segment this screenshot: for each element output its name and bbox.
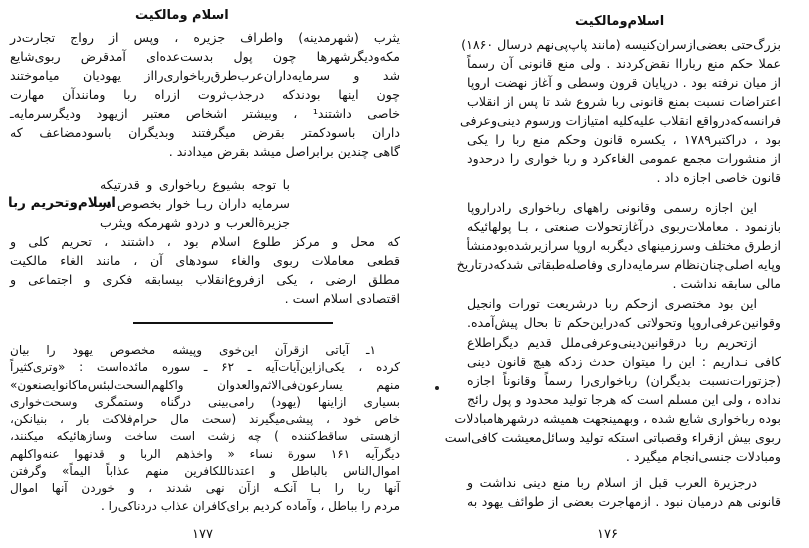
text-line: ازهستی ساقط‌کننده ) چه زشت است ساخت وسازهائیکه میکنند، (10, 429, 400, 444)
text-line: شد و سرمایه‌داران‌عرب‌طرق‌رباخواری‌رااز یهودیان میاموختند (10, 68, 400, 83)
text-line: وپایه اصلی‌چنان‌نظام سرمایه‌داری وفاصله‌طبقاتی شدکه‌درتاریخ (456, 257, 781, 272)
paragraph (10, 232, 400, 308)
paragraph (467, 294, 781, 332)
text-line: درجزیرة العرب قبل از اسلام ربا منع دینی نداشت و (467, 475, 757, 490)
text-line: یثرب (شهرمدینه) واطراف جزیره ، وپس از رواج تجارت‌در (10, 30, 400, 45)
section-heading: اسلام‌وتحریم ربا (8, 195, 116, 211)
text-line: مالی سابقه نداشت . (672, 276, 781, 291)
scan-speck (435, 386, 439, 390)
text-line: بزرگ‌حتی بعضی‌ازسران‌کنیسه (مانند پاپ‌پی‌نهم درسال ۱۸۶۰) (461, 37, 781, 52)
paragraph (467, 473, 781, 511)
text-line: عملا حکم منع رباراا نقض‌کردند . ولی منع قانونی آن رسماً (467, 56, 781, 71)
text-line: از منشورات مجمع عمومی الغاءکرد و ربا خواری را درحدود (467, 151, 781, 166)
text-line: ومبادلات جنسی‌انجام میگیرد . (625, 449, 781, 464)
text-line: گاهی چندین برابراصل میشد بقرض میدادند . (168, 144, 400, 159)
text-line: نداده ، ولی این مسلم است که هرجا تولید محدود و پول رائج (467, 392, 781, 407)
text-line: وقوانین‌عرفی‌اروپا وتحولاتی که‌دراین‌حکم تا بحال پیش‌آمده. (467, 315, 781, 330)
page-number: ۱۷۷ (192, 527, 213, 542)
text-line: اموال‌الناس بالباطل و اعتدنا‌للکافرین منهم عذاباً الیماً» وگرفتن (10, 464, 400, 479)
page-number: ۱۷۶ (597, 527, 618, 542)
text-line: که محل و مرکز طلوع اسلام بود ، داشتند ، تحریم کلی و (10, 234, 400, 249)
text-line: این اجازه رسمی وقانونی راههای رباخواری رادراروپا (467, 200, 757, 215)
text-line: این بود مختصری ازحکم ربا درشریعت تورات وانجیل (467, 296, 757, 311)
text-line: آنها ربا را بـا آنکـه ازآن نهی شدند ، و خوردن آنها اموال (10, 481, 400, 496)
text-line: قانون خاصی اجازه داد . (656, 170, 781, 185)
text-line: چون اینها بودندکه درجذب‌ثروت ازراه ربا ومانندآن مهارت (10, 87, 400, 102)
footnote-divider (133, 322, 333, 324)
text-line: ۱ـ آیاتی ازقرآن این‌خوی وپیشه مخصوص یهود را بیان (10, 343, 376, 357)
text-line: جزیرةالعرب و دردو شهرمکه ویثرب (100, 215, 290, 230)
text-line: سرمایه داران ربـا خوار بخصوص در (100, 196, 290, 211)
text-line: کرده ، یکی‌ازاین‌آیات‌آیه ـ ۶۲ ـ سوره مائده‌است : «وتری‌کثیراً (10, 360, 400, 375)
text-line: خاصی داشتند¹ ، وبیشتر اشخاص معتبر ازیهود ودیگرسرمایه‌ـ (10, 106, 401, 121)
text-line: قطعی معاملات ربوی والغاء سودهای آن ، مانند الغاء مالکیت (10, 253, 400, 268)
paragraph (444, 333, 781, 466)
text-line: فرانسه‌که‌درواقع انقلاب علیه‌کلیه امتیازات ورسوم دینی‌وعرفی (459, 113, 781, 128)
text-line: خاص خود ، پیشی‌میگیرند (سحت مال حرام‌فلاکت بار ، بنیانکن، (10, 412, 400, 427)
text-line: داران باسودکمتر بقرض میگرفتند وبدیگران باسودمضاعف که (10, 125, 400, 140)
text-line: از میان نرفته بود . درپایان قرون وسطی و آغاز نهضت اروپا (467, 75, 781, 90)
text-line: قانونی هم درمیان نبود . ازمهاجرت بعضی از طوائف یهود به (467, 494, 781, 509)
page-title: اسلام ومالکیت (135, 8, 229, 23)
footnote (10, 342, 400, 515)
text-line: بود ، دراکتبر۱۷۸۹ ، یکسره قانون وحکم منع ربا را یکی (467, 132, 781, 147)
text-line: مطلق ارضی ، یکی ازفروع‌انقلاب بیسابقه فکری و اجتماعی و (10, 272, 400, 287)
paragraph (10, 28, 400, 161)
text-line: با توجه بشیوع رباخواری و قدرتیکه (100, 177, 290, 192)
text-line: بازنمود . معاملات‌ربوی درآغازتحولات صنعتی ، بـا پولهائیکه (467, 219, 781, 234)
text-line: اعتراضات نسبت بمنع قانونی ربا شروع شد تا پس از انقلاب (467, 94, 781, 109)
text-line: منهم یسارعون‌فی‌الاثم‌والعدوان واکلهم‌السحت‌لبئس‌ما‌کانوایصنعون» (10, 377, 400, 392)
text-line: دیگرآیه ۱۶۱ سورة نساء « واخذهم الربا و قدنهوا عنه‌واکلهم (10, 446, 400, 461)
paragraph (456, 198, 781, 293)
text-line: (جزتورات‌نسبت بدیگران) رباخواری‌را رسماً وقانوناً اجازه (467, 373, 781, 388)
text-line: مکه‌ودیگرشهرها چون پول بدست‌عده‌ای آمدقرض ربوی‌شایع (10, 49, 400, 64)
page-title: اسلام‌ومالکیت (575, 14, 665, 29)
text-line: بوده رباخواری شایع شده ، وبهمینجهت همیشه درشهرهامبادلات (454, 411, 781, 426)
text-line: ازتحریم ربا درقوانین‌دینی‌وعرفی‌ملل قدیم دیگراطلاع (467, 335, 757, 350)
text-line: مردم را بباطل ، وآماده کردیم برای‌کافران عذاب دردناکی‌را . (100, 498, 400, 513)
text-line: ازطرق مختلف وسرزمینهای دیگربه اروپا سرازیرشده‌بودمنشأ (466, 238, 781, 253)
text-line: کافی نـداریم : این را میتوان حدث زدکه هیچ قانون دینی (467, 354, 781, 369)
paragraph (459, 35, 781, 187)
text-line: ربوی بیش ازقراء وقصباتی استکه تولید وسائل‌معیشت کافی‌است (444, 430, 781, 445)
text-line: اقتصادی اسلام است . (284, 291, 400, 306)
paragraph-intro (100, 175, 290, 232)
text-line: بسیاری ازاینها (یهود) رامی‌بینی درگناه وستمگری وسحت‌خواری (10, 394, 400, 409)
right-page (415, 0, 809, 548)
